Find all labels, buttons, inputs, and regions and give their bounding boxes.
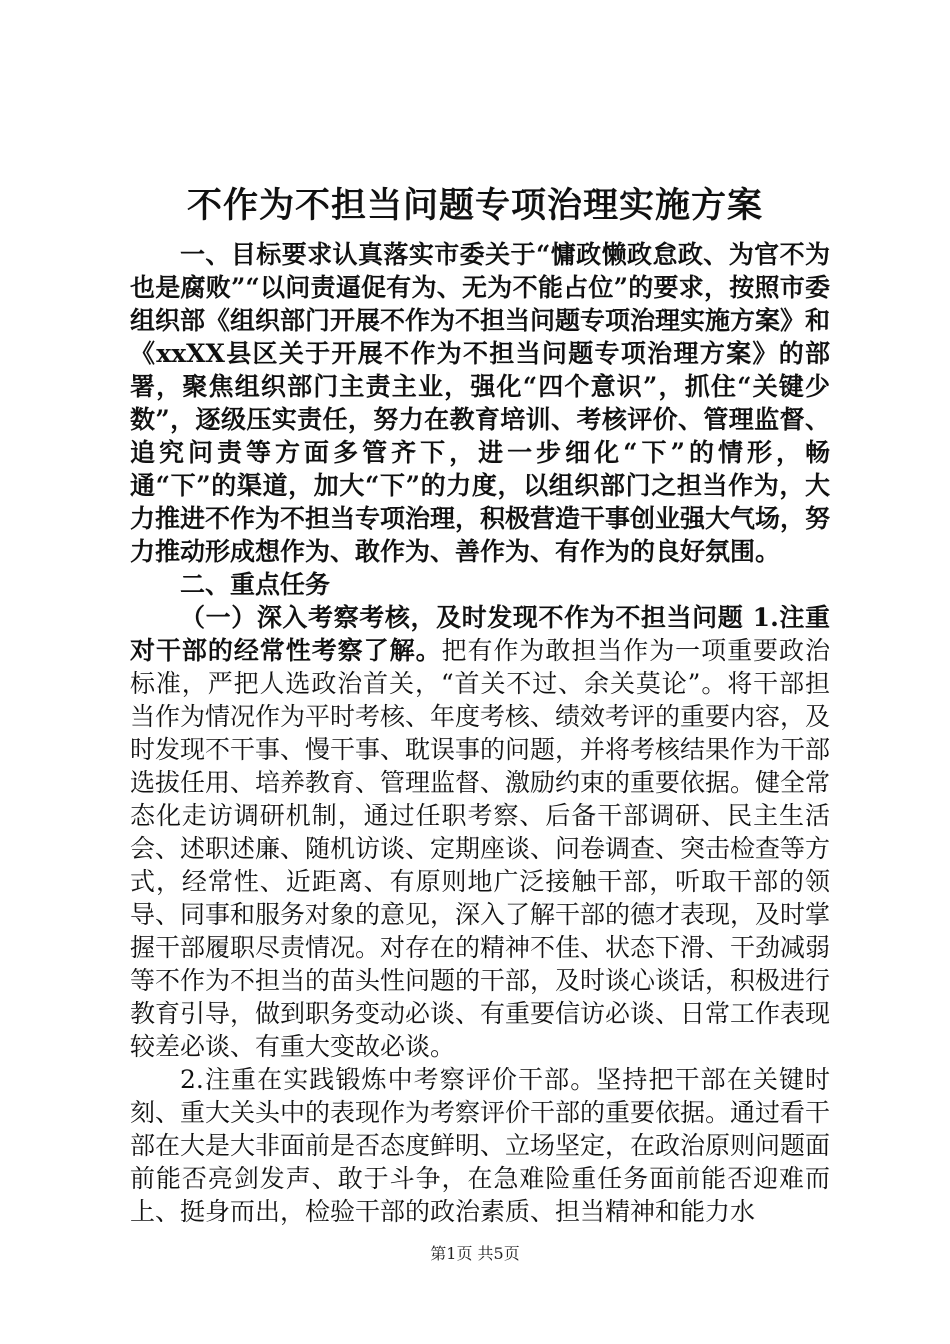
heading-key-tasks bbox=[130, 568, 830, 601]
paragraph-text: 把有作为敢担当作为一项重要政治标准，严把人选政治首关，“首关不过、余关莫论”。将干部担当作为情况作为平时考核、年度考核、绩效考评的重要内容，及时发现不干事、慢干事、耽误事的问题，并将考核结果作为干部选拔任用、培养教育、管理监督、激励约束的重要依据。健全常态化走访调研机制，通过任职考察、后备干部调研、民主生活会、述职述廉、随机访谈、定期座谈、问卷调查、突击检查等方式，经常性、近距离、有原则地广泛接触干部，听取干部的领导、同事和服务对象的意见，深入了解干部的德才表现，及时掌握干部履职尽责情况。对存在的精神不佳、状态下滑、干劲减弱等不作为不担当的苗头性问题的干部，及时谈心谈话，积极进行教育引导，做到职务变动必谈、有重要信访必谈、日常工作表现较差必谈、有重大变故必谈。 bbox=[130, 636, 831, 1061]
paragraph-text: 2.注重在实践锻炼中考察评价干部。坚持把干部在关键时刻、重大关头中的表现作为考察评价干部的重要依据。通过看干部在大是大非面前是否态度鲜明、立场坚定，在政治原则问题面前能否亮剑发声、敢于斗争，在急难险重任务面前能否迎难而上、挺身而出，检验干部的政治素质、担当精神和能力水 bbox=[130, 1065, 831, 1226]
paragraph-task-2 bbox=[130, 1063, 830, 1228]
document-body bbox=[130, 238, 830, 1228]
paragraph-lead: 二、重点任务 bbox=[180, 570, 331, 599]
paragraph-lead: （一）深入考察考核，及时发现不作为不担当问题 1.注重对干部的经常性考察了解。 bbox=[130, 603, 830, 665]
paragraph-goals bbox=[130, 238, 830, 568]
document-title: 不作为不担当问题专项治理实施方案 bbox=[186, 185, 763, 226]
paragraph-task-1 bbox=[130, 601, 830, 1063]
paragraph-lead: 一、目标要求认真落实市委关于“慵政懒政怠政、为官不为也是腐败”“以问责逼促有为、无为不能占位”的要求，按照市委组织部《组织部门开展不作为不担当问题专项治理实施方案》和《xxXX县区关于开展不作为不担当问题专项治理方案》的部署，聚焦组织部门主责主业，强化“四个意识”，抓住“关键少数”，逐级压实责任，努力在教育培训、考核评价、管理监督、追究问责等方面多管齐下，进一步细化“下”的情形，畅通“下”的渠道，加大“下”的力度，以组织部门之担当作为，大力推进不作为不担当专项治理，积极营造干事创业强大气场，努力推动形成想作为、敢作为、善作为、有作为的良好氛围。 bbox=[130, 240, 831, 566]
page-footer: 第1页 共5页 bbox=[430, 1244, 520, 1263]
